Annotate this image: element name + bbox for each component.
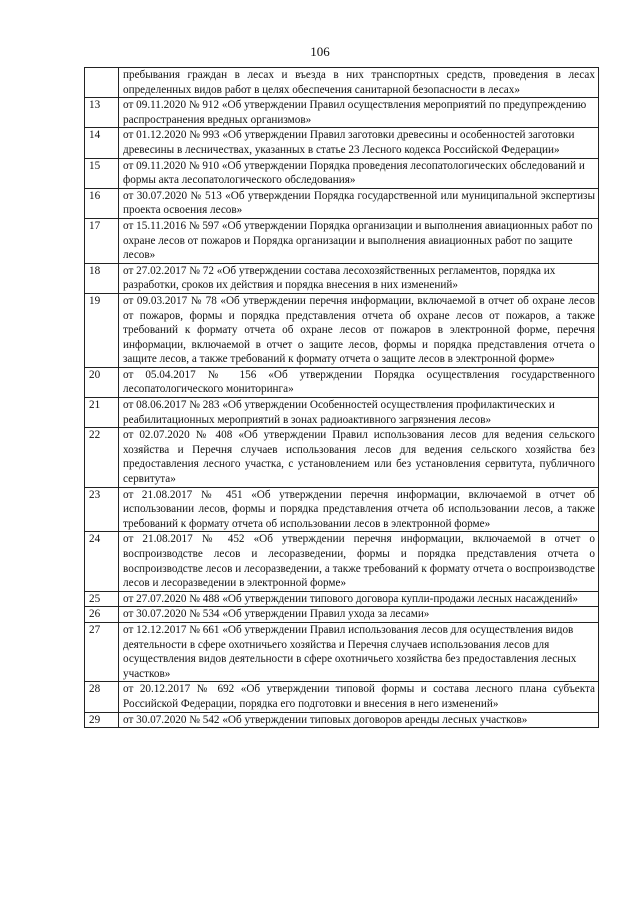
row-number: 27 [85, 622, 119, 681]
table-row [85, 98, 599, 128]
row-number: 26 [85, 607, 119, 623]
row-number: 29 [85, 712, 119, 728]
table-row [85, 263, 599, 293]
row-number: 20 [85, 367, 119, 397]
row-number: 19 [85, 293, 119, 367]
regulations-table [84, 67, 599, 728]
row-number: 22 [85, 428, 119, 487]
row-text: от 02.07.2020 № 408 «Об утверждении Правил использования лесов для ведения сельского хозяйства и Перечня случаев использования лесов для ведения сельского хозяйства без предоставления лесного участка, с установлением или без установления сервитута, публичного сервитута» [119, 428, 599, 487]
table-row [85, 68, 599, 98]
row-number: 28 [85, 682, 119, 712]
row-text: от 09.03.2017 № 78 «Об утверждении перечня информации, включаемой в отчет об охране лесов от пожаров, формы и порядка представления отчета об охране лесов от пожаров, а также требований к формату отчета об охране лесов от пожаров в электронной форме, перечня информации, включаемой в отчет о защите лесов, формы и порядка представления отчета о защите лесов, а также требований к формату отчета о защите лесов в электронной форме» [119, 293, 599, 367]
table-row [85, 532, 599, 591]
row-number: 15 [85, 158, 119, 188]
row-number [85, 68, 119, 98]
table-row [85, 428, 599, 487]
row-number: 14 [85, 128, 119, 158]
row-text: от 01.12.2020 № 993 «Об утверждении Правил заготовки древесины и особенностей заготовки древесины в лесничествах, указанных в статье 23 Лесного кодекса Российской Федерации» [119, 128, 599, 158]
row-number: 17 [85, 218, 119, 263]
row-number: 24 [85, 532, 119, 591]
row-text: от 27.07.2020 № 488 «Об утверждении типового договора купли-продажи лесных насаждений» [119, 591, 599, 607]
row-text: от 21.08.2017 № 451 «Об утверждении перечня информации, включаемой в отчет об использовании лесов, формы и порядка представления отчета об использовании лесов, а также требований к формату отчета об использовании лесов в электронной форме» [119, 487, 599, 532]
row-text: от 12.12.2017 № 661 «Об утверждении Правил использования лесов для осуществления видов деятельности в сфере охотничьего хозяйства и Перечня случаев использования лесов для осуществления видов деятельности в сфере охотничьего хозяйства без предоставления лесных участков» [119, 622, 599, 681]
row-number: 25 [85, 591, 119, 607]
table-row [85, 367, 599, 397]
row-text: от 05.04.2017 № 156 «Об утверждении Порядка осуществления государственного лесопатологического мониторинга» [119, 367, 599, 397]
row-text: от 15.11.2016 № 597 «Об утверждении Порядка организации и выполнения авиационных работ по охране лесов от пожаров и Порядка организации и выполнения авиационных работ по защите лесов» [119, 218, 599, 263]
row-number: 21 [85, 398, 119, 428]
row-text: от 30.07.2020 № 513 «Об утверждении Порядка государственной или муниципальной экспертизы проекта освоения лесов» [119, 188, 599, 218]
table-row [85, 607, 599, 623]
table-row [85, 188, 599, 218]
table-row [85, 218, 599, 263]
row-text: от 09.11.2020 № 910 «Об утверждении Порядка проведения лесопатологических обследований и формы акта лесопатологического обследования» [119, 158, 599, 188]
table-row [85, 128, 599, 158]
table-row [85, 712, 599, 728]
row-number: 18 [85, 263, 119, 293]
table-row [85, 682, 599, 712]
table-row [85, 591, 599, 607]
page-number: 106 [310, 44, 330, 59]
table-row [85, 487, 599, 532]
row-text: пребывания граждан в лесах и въезда в них транспортных средств, проведения в лесах определенных видов работ в целях обеспечения санитарной безопасности в лесах» [119, 68, 599, 98]
row-number: 16 [85, 188, 119, 218]
row-text: от 30.07.2020 № 542 «Об утверждении типовых договоров аренды лесных участков» [119, 712, 599, 728]
row-text: от 21.08.2017 № 452 «Об утверждении перечня информации, включаемой в отчет о воспроизводстве лесов и лесоразведении, формы и порядка представления отчета о воспроизводстве лесов и лесоразведении, а также требований к формату отчета о воспроизводстве лесов и лесоразведении в электронной форме» [119, 532, 599, 591]
row-text: от 08.06.2017 № 283 «Об утверждении Особенностей осуществления профилактических и реабилитационных мероприятий в зонах радиоактивного загрязнения лесов» [119, 398, 599, 428]
table-row [85, 622, 599, 681]
row-number: 23 [85, 487, 119, 532]
table-row [85, 398, 599, 428]
row-text: от 20.12.2017 № 692 «Об утверждении типовой формы и состава лесного плана субъекта Российской Федерации, порядка его подготовки и внесения в него изменений» [119, 682, 599, 712]
table-row [85, 158, 599, 188]
row-text: от 09.11.2020 № 912 «Об утверждении Правил осуществления мероприятий по предупреждению распространения вредных организмов» [119, 98, 599, 128]
row-text: от 27.02.2017 № 72 «Об утверждении состава лесохозяйственных регламентов, порядка их разработки, сроков их действия и порядка внесения в них изменений» [119, 263, 599, 293]
row-text: от 30.07.2020 № 534 «Об утверждении Правил ухода за лесами» [119, 607, 599, 623]
row-number: 13 [85, 98, 119, 128]
table-row [85, 293, 599, 367]
